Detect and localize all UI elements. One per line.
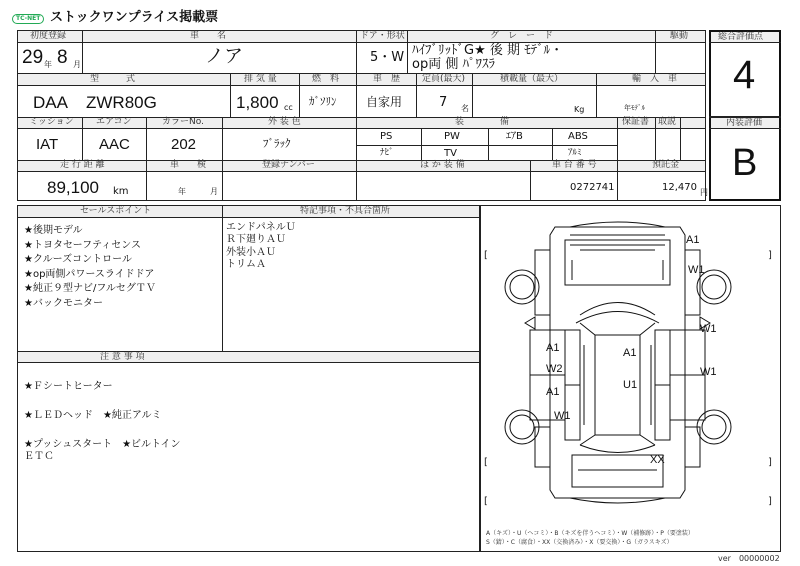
list-item: 外装小ＡＵ xyxy=(226,246,276,258)
interior-score: B xyxy=(732,142,758,184)
equip-navi: ﾅﾋﾞ xyxy=(380,148,394,158)
label-interior-score: 内装評価 xyxy=(726,118,763,128)
label-grade: グ レ ー ド xyxy=(490,31,554,41)
label-drive: 駆動 xyxy=(670,31,689,41)
equip-pw: PW xyxy=(444,131,460,142)
load-unit: Kg xyxy=(574,105,585,114)
label-mission: ミッション xyxy=(29,117,74,127)
page-title: ストックワンプライス掲載票 xyxy=(50,10,219,25)
label-manual: 取説 xyxy=(658,117,677,127)
sales-points-list xyxy=(24,224,156,312)
label-caution: 注 意 事 項 xyxy=(100,352,145,362)
label-mileage: 走 行 距 離 xyxy=(60,160,105,170)
bracket: ] xyxy=(768,496,772,507)
damage-mark: XX xyxy=(650,454,665,466)
model-prefix: DAA xyxy=(33,93,68,112)
list-item: ★バックモニター xyxy=(24,297,103,309)
label-model: 型 式 xyxy=(90,74,136,84)
import-note: 年ﾓﾃﾞﾙ xyxy=(624,104,645,112)
damage-mark: U1 xyxy=(623,379,638,391)
label-vehicle-no: 車 台 番 号 xyxy=(552,160,597,170)
damage-mark: W1 xyxy=(688,264,705,276)
first-reg-year: 29 xyxy=(22,47,44,68)
equip-ps: PS xyxy=(380,131,393,142)
version: ver 00000002 xyxy=(718,554,780,563)
list-item: ★op両側パワースライドドア xyxy=(24,268,155,280)
vehicle-no: 0272741 xyxy=(570,182,615,193)
label-color-no: カラーNo. xyxy=(162,117,204,127)
grade-line2: op両 側 ﾊﾟﾜｽﾗ xyxy=(412,57,495,72)
overall-score: 4 xyxy=(733,53,756,97)
exterior-color: ﾌﾞﾗｯｸ xyxy=(263,137,291,150)
equip-alumi: ｱﾙﾐ xyxy=(568,148,582,158)
list-item: ★ＬＥＤヘッド ★純正アルミ xyxy=(24,410,162,421)
displacement-unit: cc xyxy=(284,103,293,112)
fuel: ｶﾞｿﾘﾝ xyxy=(309,95,337,108)
label-inspection: 車 検 xyxy=(170,160,207,170)
inspection-month: 月 xyxy=(210,187,218,196)
bracket: [ xyxy=(484,496,488,507)
label-other-equipment: ほ か 装 備 xyxy=(420,160,465,170)
model-code: ZWR80G xyxy=(86,93,157,112)
label-import: 輸 入 車 xyxy=(632,74,678,84)
mileage-unit: km xyxy=(113,186,129,197)
first-reg-month: 8 xyxy=(57,47,68,68)
equip-airbag: ｴｱB xyxy=(506,131,523,142)
label-sales-points: セールスポイント xyxy=(80,206,152,216)
label-displacement: 排 気 量 xyxy=(244,74,277,84)
capacity: 7 xyxy=(439,95,448,110)
label-equipment: 装 備 xyxy=(455,117,510,127)
list-item: ★トヨタセーフティセンス xyxy=(24,239,141,251)
first-reg-year-unit: 年 xyxy=(44,60,52,69)
list-item: ＥＴＣ xyxy=(24,451,54,462)
equip-tv: TV xyxy=(444,148,457,159)
damage-mark: A1 xyxy=(686,234,700,246)
damage-mark: W1 xyxy=(554,410,571,422)
damage-mark: W2 xyxy=(546,363,563,375)
label-car-name: 車 名 xyxy=(190,31,227,41)
list-item: ★Ｆシートヒーター xyxy=(24,381,113,392)
legend-line2: S（錆）・C（腐食）・XX（交換済み）・X（要交換）・G（ガラスキズ） xyxy=(486,539,673,546)
logo: TC-NET xyxy=(12,14,44,24)
list-item: ★クルーズコントロール xyxy=(24,254,132,266)
special-notes-list xyxy=(226,222,296,272)
list-item: ★後期モデル xyxy=(24,225,83,236)
car-name: ノア xyxy=(205,45,244,67)
label-overall-score: 総合評価点 xyxy=(718,32,764,42)
aircon: AAC xyxy=(99,136,130,153)
damage-mark: A1 xyxy=(623,347,637,359)
label-door-shape: ドア・形状 xyxy=(360,31,405,41)
label-first-reg: 初度登録 xyxy=(30,31,67,41)
bracket: [ xyxy=(484,250,488,261)
label-load: 積載量（最大） xyxy=(500,74,564,84)
equip-abs: ABS xyxy=(568,131,588,142)
mileage: 89,100 xyxy=(47,178,99,197)
list-item: ★純正９型ナビ/フルセグＴＶ xyxy=(24,283,156,295)
bracket: ] xyxy=(768,457,772,468)
label-price: 預託金 xyxy=(652,160,680,170)
list-item: トリムＡ xyxy=(226,259,266,271)
list-item: ★プッシュスタート ★ビルトイン xyxy=(24,439,181,450)
label-aircon: エアコン xyxy=(96,117,132,127)
legend-line1: A（キズ）・U（ヘコミ）・B（キズを伴うヘコミ）・W（補修跡）・P（要塗装） xyxy=(486,530,694,537)
door-shape: 5・W xyxy=(370,50,405,65)
header xyxy=(8,8,788,30)
damage-mark: A1 xyxy=(546,386,560,398)
label-fuel: 燃 料 xyxy=(312,74,340,84)
bracket: ] xyxy=(768,250,772,261)
price: 12,470 xyxy=(662,182,697,193)
grade-line1: ﾊｲﾌﾞﾘｯﾄﾞG★ 後 期 ﾓﾃﾞﾙ・ xyxy=(412,43,564,58)
displacement: 1,800 xyxy=(236,93,279,112)
label-reg-number: 登録ナンバー xyxy=(262,160,315,170)
purpose: 自家用 xyxy=(366,95,403,109)
label-purpose: 車 歴 xyxy=(373,74,401,84)
price-unit: 円 xyxy=(700,188,708,197)
label-exterior-color: 外 装 色 xyxy=(268,117,301,127)
list-item: Ｒ下廻りＡＵ xyxy=(226,234,286,246)
info-table xyxy=(17,30,706,201)
first-reg-month-unit: 月 xyxy=(73,60,81,69)
label-capacity: 定員(最大) xyxy=(422,74,466,84)
damage-mark: W1 xyxy=(700,323,717,335)
color-no: 202 xyxy=(171,136,197,153)
caution-list xyxy=(24,377,181,462)
vehicle-diagram xyxy=(480,205,781,552)
mission: IAT xyxy=(36,136,59,153)
damage-mark: A1 xyxy=(546,342,560,354)
label-warranty: 保証書 xyxy=(622,117,650,127)
label-special-notes: 特記事項・不具合箇所 xyxy=(300,206,391,216)
list-item: エンドパネルＵ xyxy=(226,222,296,233)
bracket: [ xyxy=(484,457,488,468)
capacity-unit: 名 xyxy=(461,104,469,113)
damage-mark: W1 xyxy=(700,366,717,378)
inspection-year: 年 xyxy=(178,187,186,196)
